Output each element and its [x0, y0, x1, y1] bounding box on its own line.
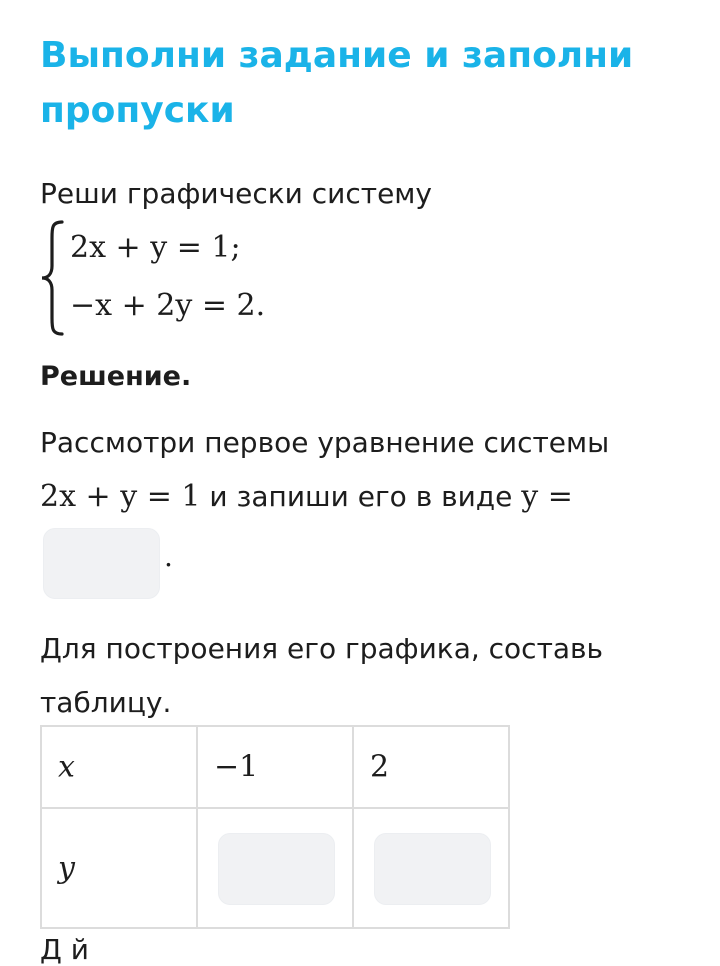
- solution-heading: Решение.: [40, 361, 192, 392]
- x-value-1: −1: [214, 749, 259, 785]
- next-paragraph-partial: [40, 933, 540, 966]
- equation-system: [40, 218, 440, 338]
- y-input-1[interactable]: [218, 833, 335, 905]
- table-cell-y-1: [197, 808, 353, 928]
- table-row-y: [41, 808, 509, 928]
- y-input-2[interactable]: [374, 833, 491, 905]
- answer-input-y-expression[interactable]: [43, 528, 160, 599]
- table-cell-x-2: [353, 726, 509, 808]
- table-cell-x-label: [41, 726, 197, 808]
- table-cell-x-1: [197, 726, 353, 808]
- step1-text-before: Рассмотри первое уравнение системы: [40, 426, 610, 459]
- x-value-2: 2: [370, 749, 390, 785]
- equation-2: −x + 2y = 2.: [70, 288, 266, 323]
- left-brace: [40, 218, 68, 338]
- step1-text-middle: и запиши его в виде: [200, 480, 522, 513]
- step1-equation: 2x + y = 1: [40, 479, 201, 514]
- step1-paragraph: [40, 416, 680, 524]
- table-cell-y-2: [353, 808, 509, 928]
- table-cell-y-label: [41, 808, 197, 928]
- table-row-x: [41, 726, 509, 808]
- intro-text: Реши графически систему: [40, 177, 432, 210]
- values-table: [40, 725, 510, 929]
- y-label: y: [58, 850, 75, 886]
- equation-1: 2x + y = 1;: [70, 230, 241, 265]
- step1-period: .: [164, 540, 173, 573]
- next-paragraph-text: Д й: [40, 933, 89, 966]
- step2-paragraph: Для построения его графика, составь таблицу.: [40, 632, 604, 719]
- task-title: Выполни задание и заполни пропуски: [40, 35, 634, 131]
- x-label: x: [58, 749, 75, 785]
- step1-form: y =: [521, 479, 573, 514]
